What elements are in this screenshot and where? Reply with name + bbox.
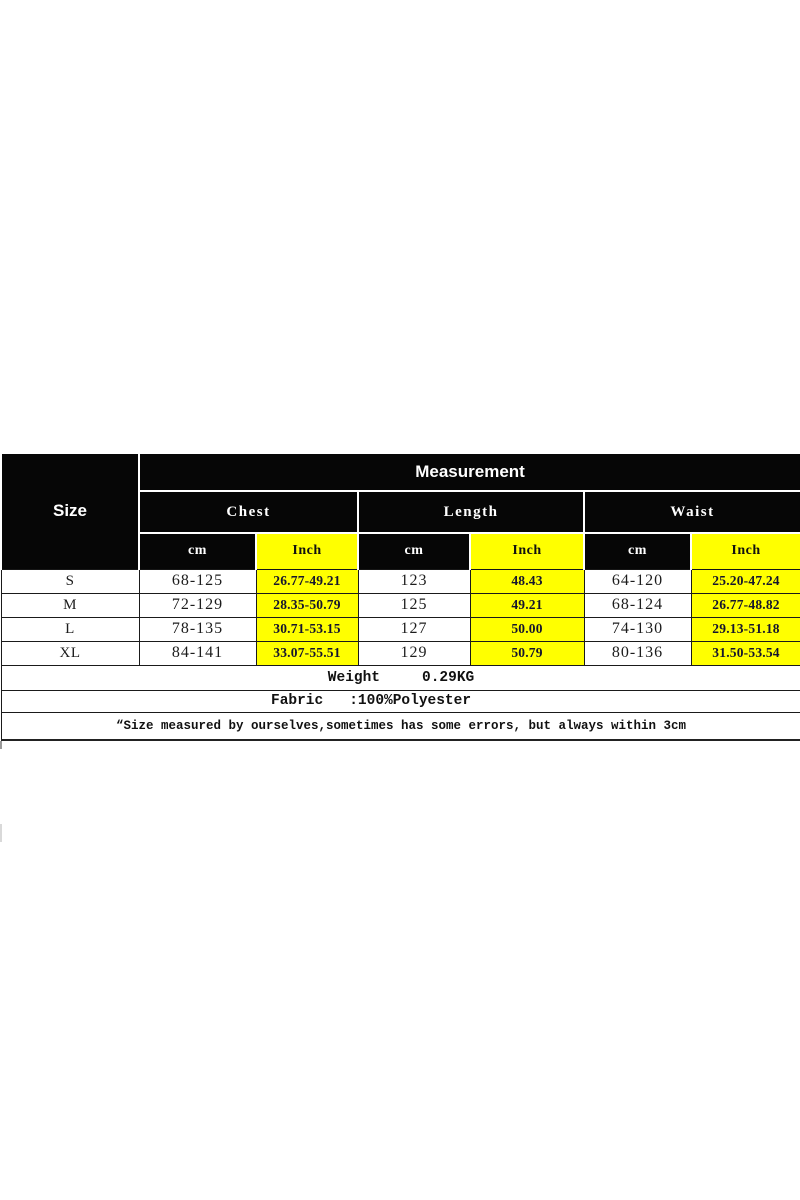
chest-inch-cell: 26.77-49.21 — [256, 569, 358, 593]
measurement-header: Measurement — [139, 453, 800, 491]
fabric-label: Fabric — [271, 693, 324, 709]
waist-cm-header: cm — [584, 533, 691, 569]
length-cm-cell: 129 — [358, 641, 470, 665]
weight-row — [1, 665, 800, 690]
measurement-note: “Size measured by ourselves,sometimes has some errors, but always within 3cm — [1, 712, 800, 740]
fabric-row — [1, 690, 800, 712]
size-chart-table — [0, 452, 800, 741]
note-row — [1, 712, 800, 740]
waist-cm-cell: 74-130 — [584, 617, 691, 641]
length-group-header: Length — [358, 491, 584, 533]
length-inch-cell: 50.79 — [470, 641, 584, 665]
waist-cm-cell: 80-136 — [584, 641, 691, 665]
size-cell: M — [1, 593, 139, 617]
chest-inch-cell: 30.71-53.15 — [256, 617, 358, 641]
table-row — [1, 641, 800, 665]
fabric-value: :100%Polyester — [349, 693, 472, 709]
length-cm-cell: 123 — [358, 569, 470, 593]
chest-cm-header: cm — [139, 533, 256, 569]
waist-cm-cell: 68-124 — [584, 593, 691, 617]
waist-inch-cell: 25.20-47.24 — [691, 569, 800, 593]
length-inch-cell: 49.21 — [470, 593, 584, 617]
weight-value: 0.29KG — [422, 669, 475, 686]
size-cell: L — [1, 617, 139, 641]
chest-cm-cell: 78-135 — [139, 617, 256, 641]
scan-artifact — [0, 824, 2, 842]
waist-inch-cell: 31.50-53.54 — [691, 641, 800, 665]
chest-cm-cell: 72-129 — [139, 593, 256, 617]
size-cell: XL — [1, 641, 139, 665]
waist-cm-cell: 64-120 — [584, 569, 691, 593]
size-column-header: Size — [1, 453, 139, 569]
length-cm-cell: 127 — [358, 617, 470, 641]
scan-artifact — [0, 741, 2, 749]
length-cm-cell: 125 — [358, 593, 470, 617]
chest-cm-cell: 84-141 — [139, 641, 256, 665]
weight-label: Weight — [327, 669, 381, 686]
waist-inch-cell: 29.13-51.18 — [691, 617, 800, 641]
waist-group-header: Waist — [584, 491, 800, 533]
chest-cm-cell: 68-125 — [139, 569, 256, 593]
length-cm-header: cm — [358, 533, 470, 569]
table-row — [1, 617, 800, 641]
chest-inch-header: Inch — [256, 533, 358, 569]
chest-inch-cell: 28.35-50.79 — [256, 593, 358, 617]
waist-inch-cell: 26.77-48.82 — [691, 593, 800, 617]
length-inch-header: Inch — [470, 533, 584, 569]
chest-group-header: Chest — [139, 491, 358, 533]
chest-inch-cell: 33.07-55.51 — [256, 641, 358, 665]
table-row — [1, 569, 800, 593]
length-inch-cell: 48.43 — [470, 569, 584, 593]
size-cell: S — [1, 569, 139, 593]
waist-inch-header: Inch — [691, 533, 800, 569]
length-inch-cell: 50.00 — [470, 617, 584, 641]
table-row — [1, 593, 800, 617]
